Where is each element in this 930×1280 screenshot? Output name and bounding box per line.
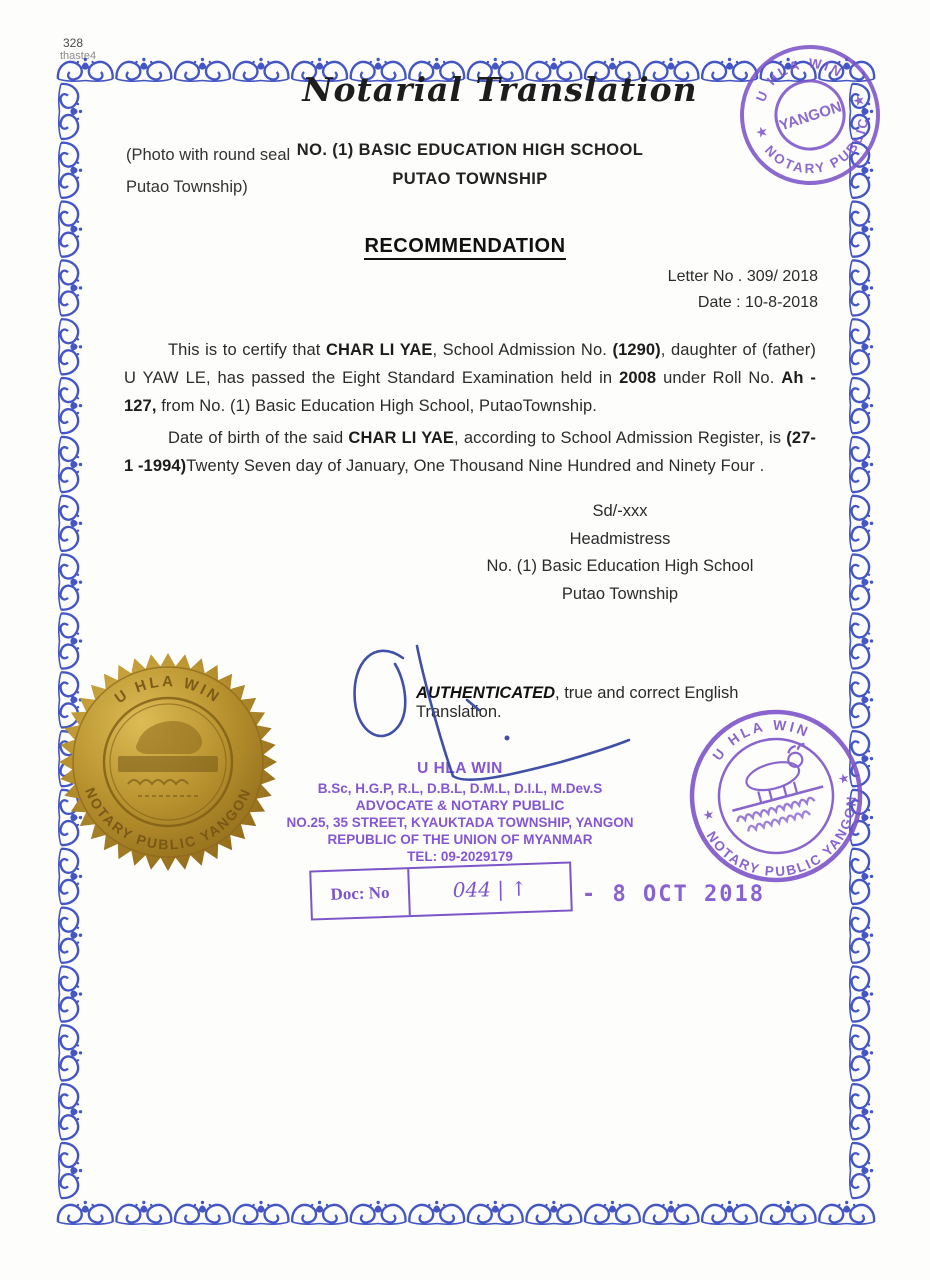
- notary-address: NO.25, 35 STREET, KYAUKTADA TOWNSHIP, YANGON: [286, 815, 634, 830]
- stamp-top-arc-text: U HLA WIN: [709, 716, 813, 764]
- notary-credentials: [255, 760, 665, 865]
- notary-name: U HLA WIN: [417, 760, 503, 777]
- letter-date: Date : 10-8-2018: [697, 294, 818, 311]
- body-paragraph-1: This is to certify that CHAR LI YAE, School Admission No. (1290), daughter of (father) U YAW LE, has passed the Eight Standard Examination held in 2008 under Roll No. Ah - 127, from No. (1) Basic Education High School, PutaoTownship.: [124, 341, 816, 415]
- notary-round-stamp-bottom-right: [686, 706, 866, 886]
- doc-number-box: [309, 861, 573, 920]
- signatory-sd: Sd/-xxx: [592, 502, 648, 520]
- stamp-bottom-arc-text: NOTARY PUBLIC YANGON: [703, 794, 860, 880]
- gold-notary-seal: [56, 650, 280, 874]
- doc-number-handwritten-value: 044 | ↑: [452, 876, 528, 902]
- stamp-top-arc-text: U HLA WIN: [753, 55, 847, 104]
- letter-heading: RECOMMENDATION: [115, 235, 815, 258]
- notary-telephone: TEL: 09-2029179: [407, 849, 513, 864]
- page-corner-number: 328: [63, 36, 84, 50]
- signatory-township: Putao Township: [561, 584, 679, 603]
- notary-round-stamp-top-right: [735, 40, 885, 190]
- letter-meta: [600, 264, 818, 316]
- notary-degrees: B.Sc, H.G.P, R.L, D.B.L, D.M.L, D.I.L, M.Dev.S: [317, 781, 603, 796]
- notary-role: ADVOCATE & NOTARY PUBLIC: [355, 797, 565, 813]
- seal-top-arc-text: U HLA WIN: [111, 673, 225, 708]
- border-right-floral: [848, 82, 876, 1200]
- signatory-title: Headmistress: [569, 529, 671, 548]
- letter-body: [124, 336, 816, 480]
- border-left-floral: [57, 82, 85, 1200]
- letter-number: Letter No . 309/ 2018: [667, 268, 818, 285]
- border-bottom-floral: [56, 1198, 876, 1226]
- body-paragraph-2: Date of birth of the said CHAR LI YAE, according to School Admission Register, is (27- 1 -1994)Twenty Seven day of January, One Thousand Nine Hundred and Ninety Four .: [124, 429, 816, 475]
- signatory-block: [470, 498, 770, 608]
- school-name: NO. (1) BASIC EDUCATION HIGH SCHOOL: [296, 141, 644, 159]
- authentication-line: AUTHENTICATED, true and correct English Translation.: [416, 684, 739, 721]
- document-title: Notarial Translation: [302, 70, 698, 109]
- page-corner-note: thaste4: [60, 50, 97, 62]
- photo-note-line2: Putao Township): [126, 178, 248, 196]
- stamp-center-text: YANGON: [777, 98, 844, 135]
- star-icon: ★: [753, 122, 771, 142]
- signatory-school: No. (1) Basic Education High School: [486, 557, 754, 575]
- star-icon: ★: [700, 805, 717, 824]
- photo-note: [126, 139, 290, 203]
- school-header: [280, 136, 660, 194]
- school-township: PUTAO TOWNSHIP: [392, 170, 548, 188]
- star-icon: ★: [850, 90, 868, 110]
- seal-bottom-arc-text: NOTARY PUBLIC YANGON: [81, 785, 255, 853]
- stamp-bottom-arc-text: NOTARY PUBLIC: [761, 115, 872, 177]
- notary-country: REPUBLIC OF THE UNION OF MYANMAR: [327, 832, 593, 847]
- photo-note-line1: (Photo with round seal: [126, 146, 291, 164]
- doc-number-label: Doc: No: [311, 869, 411, 918]
- date-stamp: - 8 OCT 2018: [582, 882, 765, 907]
- star-icon: ★: [836, 769, 852, 788]
